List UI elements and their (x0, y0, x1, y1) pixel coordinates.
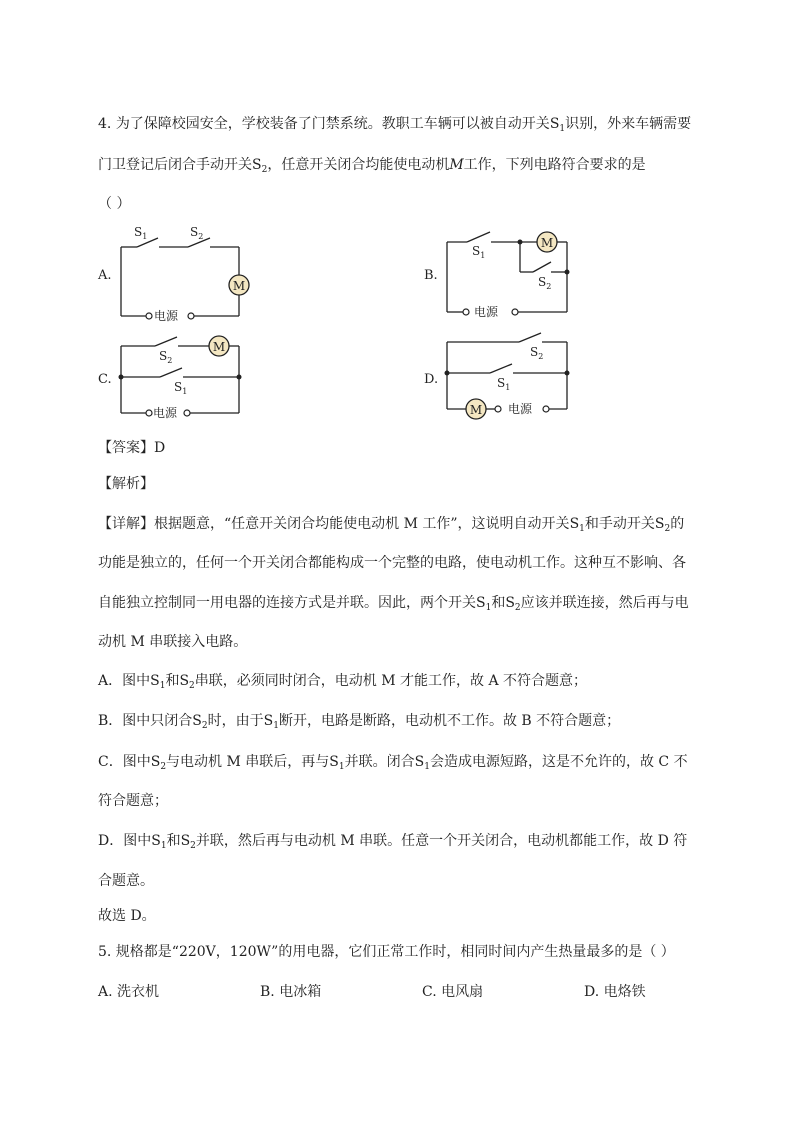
motor-label-d: M (469, 403, 483, 417)
power-label-d: 电源 (508, 402, 533, 416)
s2-symbol: $S_2$ (180, 833, 196, 851)
power-label-c: 电源 (153, 406, 178, 420)
detail-line-1 (98, 514, 684, 534)
detail-text-1a: 根据题意，“任意开关闭合均能使电动机 M 工作”，这说明自动开关 (154, 516, 570, 532)
option-c-label: C. (98, 372, 112, 387)
motor-label-a: M (232, 279, 246, 293)
explain-d-1: D．图中 (98, 833, 152, 849)
q5-option-d: D. 电烙铁 (584, 984, 646, 1000)
s2-symbol: $S_2$ (150, 754, 167, 772)
power-label-b: 电源 (474, 305, 499, 319)
detail-text-1b: 和手动开关 (584, 516, 655, 532)
s1-label-d: $S_1$ (497, 376, 511, 392)
detail-label: 【详解】 (98, 516, 154, 532)
explain-b-3: 断开，电路是断路，电动机不工作。故 B 不符合题意； (278, 713, 621, 729)
explain-c-1: C．图中 (98, 754, 151, 770)
q4-number: 4. (98, 116, 112, 132)
detail-text-3a: 自能独立控制同一用电器的连接方式是并联。因此，两个开关 (98, 595, 476, 611)
explain-c (98, 752, 688, 772)
explain-d-2: 和 (166, 833, 181, 849)
q4-text-1a: 为了保障校园安全，学校装备了门禁系统。教职工车辆可以被自动开关 (115, 116, 550, 132)
detail-line-3 (98, 593, 689, 613)
q5-option-c: C. 电风扇 (422, 984, 484, 1000)
s2-symbol: $S_2$ (654, 516, 671, 534)
s1-symbol: $S_1$ (549, 116, 566, 134)
s2-symbol: $S_2$ (179, 673, 195, 691)
q4-text-1b: 识别，外来车辆需要 (565, 116, 692, 132)
detail-text-3c: 应该并联连接，然后再与电 (520, 595, 689, 611)
explain-b-2: 时，由于 (207, 713, 264, 729)
s1-symbol: $S_1$ (150, 673, 166, 691)
s1-label-b: $S_1$ (472, 244, 486, 260)
explain-d-3: 并联，然后再与电动机 M 串联。任意一个开关闭合，电动机都能工作，故 D 符 (195, 833, 688, 849)
motor-label-c: M (212, 340, 226, 354)
s1-symbol: $S_1$ (476, 595, 492, 613)
detail-line-2: 功能是独立的，任何一个开关闭合都能构成一个完整的电路，使电动机工作。这种互不影响、各 (98, 555, 686, 571)
option-a-label: A. (98, 268, 112, 283)
explain-c-3: 并联。闭合 (344, 754, 415, 770)
s1-symbol: $S_1$ (263, 713, 279, 731)
s1-symbol: $S_1$ (329, 754, 345, 772)
q4-bracket: （ ） (98, 196, 131, 212)
s2-symbol: $S_2$ (505, 595, 521, 613)
q5-text: 5. 规格都是“220V，120W”的用电器，它们正常工作时，相同时间内产生热量最多的是（ ） (98, 944, 675, 960)
explain-c-4: 会造成电源短路，这是不允许的，故 C 不 (429, 754, 688, 770)
s1-symbol: $S_1$ (151, 833, 167, 851)
s2-symbol: $S_2$ (192, 713, 208, 731)
answer-line (98, 438, 165, 458)
s1-label-c: $S_1$ (174, 380, 188, 396)
q4-text-2c: 工作，下列电路符合要求的是 (463, 157, 646, 173)
option-b-label: B. (424, 268, 438, 283)
detail-line-4: 动机 M 串联接入电路。 (98, 634, 248, 650)
motor-symbol: M (449, 157, 464, 173)
detail-text-3b: 和 (491, 595, 506, 611)
s2-label-b: $S_2$ (538, 275, 552, 291)
explain-d-cont: 合题意。 (98, 873, 154, 889)
s2-symbol: $S_2$ (252, 157, 268, 175)
explain-b-1: B．图中只闭合 (98, 713, 193, 729)
s1-label-a: $S_1$ (134, 225, 148, 241)
s1-symbol: $S_1$ (569, 516, 585, 534)
q5-option-b: B. 电冰箱 (260, 984, 322, 1000)
power-label-a: 电源 (154, 309, 179, 323)
s2-label-c: $S_2$ (159, 349, 173, 365)
q4-text-2b: ，任意开关闭合均能使电动机 (267, 157, 450, 173)
answer-value: D (154, 440, 166, 456)
explain-a-2: 和 (165, 673, 180, 689)
explain-c-cont: 符合题意； (98, 793, 168, 809)
option-d-label: D. (424, 372, 439, 387)
s1-symbol: $S_1$ (414, 754, 430, 772)
detail-text-1c: 的 (670, 516, 685, 532)
explain-a-3: 串联，必须同时闭合，电动机 M 才能工作，故 A 不符合题意； (194, 673, 588, 689)
analysis-label: 【解析】 (98, 476, 154, 492)
explain-a-1: A．图中 (98, 673, 151, 689)
q5-option-a: A. 洗衣机 (98, 984, 160, 1000)
explain-b (98, 711, 620, 731)
motor-label-b: M (540, 236, 554, 250)
explain-c-2: 与电动机 M 串联后，再与 (166, 754, 330, 770)
explain-a (98, 671, 587, 691)
explain-d (98, 831, 687, 851)
q4-text-2a: 门卫登记后闭合手动开关 (98, 157, 252, 173)
s2-label-d: $S_2$ (530, 345, 544, 361)
final-answer: 故选 D。 (98, 908, 156, 924)
answer-label: 【答案】 (98, 440, 154, 456)
s2-label-a: $S_2$ (190, 225, 204, 241)
